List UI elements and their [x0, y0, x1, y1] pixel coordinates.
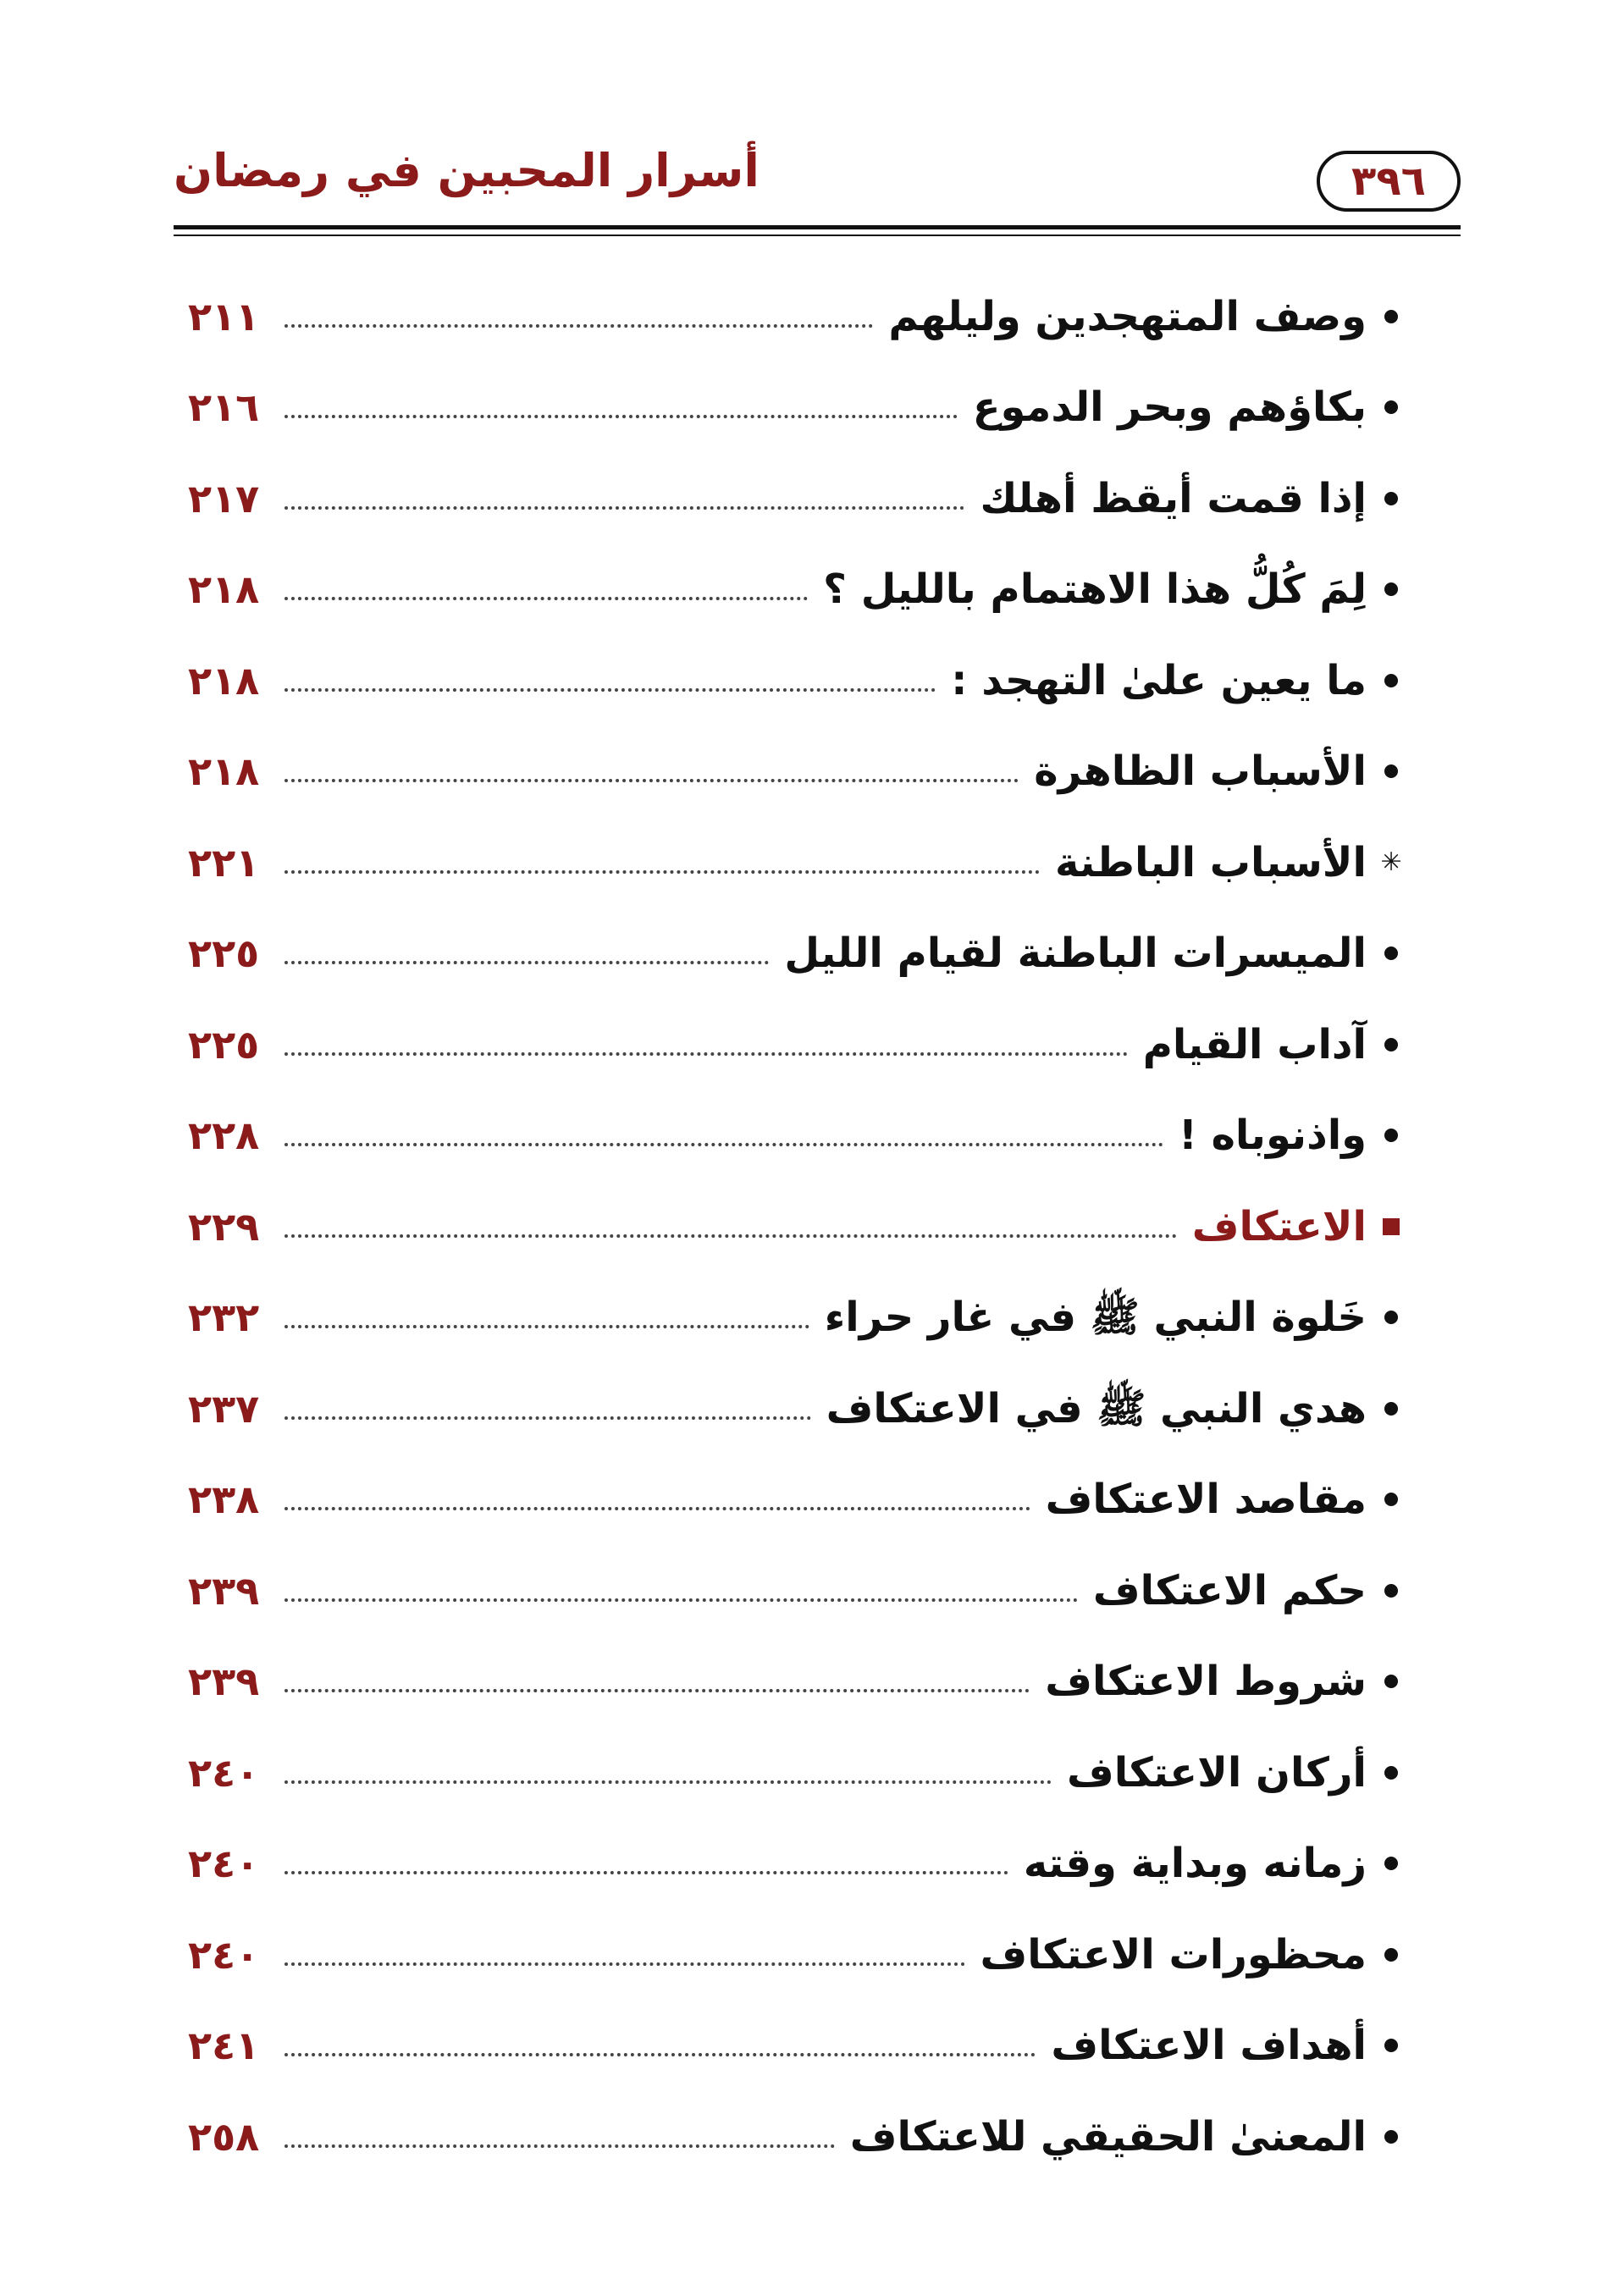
dot-bullet-shape	[1384, 1675, 1398, 1688]
page-number-badge	[1317, 151, 1461, 212]
toc-entry[interactable]	[188, 908, 1407, 1000]
dot-bullet-shape	[1384, 1584, 1398, 1598]
toc-entry-page: ٢٢٥	[188, 930, 260, 977]
dot-leader	[284, 324, 873, 328]
header-rule-thin	[174, 235, 1461, 236]
toc-entry-page: ٢٢٨	[188, 1112, 260, 1159]
asterisk-glyph: ✳	[1380, 847, 1402, 877]
dot-leader	[284, 2053, 1036, 2056]
book-title: أسرار المحبين في رمضان	[174, 144, 760, 197]
toc-entry[interactable]	[188, 453, 1407, 544]
toc-entry[interactable]	[188, 271, 1407, 362]
toc-entry[interactable]	[188, 1363, 1407, 1454]
toc-entry-page: ٢٤٠	[188, 1841, 260, 1887]
dot-bullet-shape	[1384, 1857, 1398, 1870]
square-bullet-shape	[1383, 1218, 1400, 1235]
dot-bullet-shape	[1384, 1948, 1398, 1962]
toc-entry-page: ٢٤١	[188, 2023, 260, 2069]
dot-bullet-icon	[1375, 2039, 1407, 2052]
toc-entry-title: زمانه وبداية وقته	[1023, 1840, 1367, 1888]
dot-bullet-shape	[1384, 1038, 1398, 1051]
toc-entry[interactable]	[188, 1272, 1407, 1364]
dot-leader	[284, 1689, 1030, 1692]
toc-entry-title: آداب القيام	[1142, 1020, 1367, 1068]
dot-bullet-icon	[1375, 1948, 1407, 1962]
toc-entry-title: مقاصد الاعتكاف	[1045, 1476, 1367, 1524]
toc-entry-page: ٢٢٥	[188, 1021, 260, 1068]
toc-entry-page: ٢٥٨	[188, 2113, 260, 2160]
toc-entry-title: ما يعين علىٰ التهجد :	[951, 656, 1367, 704]
toc-entry-title: بكاؤهم وبحر الدموع	[972, 384, 1367, 432]
toc-entry-page: ٢٤٠	[188, 1749, 260, 1796]
dot-leader	[284, 688, 936, 692]
toc-entry-title: هدي النبي ﷺ في الاعتكاف	[826, 1384, 1367, 1432]
dot-bullet-shape	[1384, 400, 1398, 414]
toc-entry[interactable]	[188, 1545, 1407, 1636]
dot-bullet-icon	[1375, 1402, 1407, 1416]
toc-entry-title: حكم الاعتكاف	[1092, 1566, 1367, 1614]
dot-bullet-icon	[1375, 582, 1407, 596]
toc-entry-title: شروط الاعتكاف	[1045, 1658, 1367, 1706]
toc-entry-page: ٢١٦	[188, 384, 260, 431]
toc-entry[interactable]	[188, 999, 1407, 1090]
toc-entry-page: ٢٢١	[188, 839, 260, 886]
dot-leader	[284, 961, 769, 964]
dot-leader	[284, 506, 964, 510]
toc-entry-title: أركان الاعتكاف	[1067, 1748, 1367, 1797]
toc-entry-page: ٢٢٩	[188, 1203, 260, 1250]
dot-leader	[284, 2144, 835, 2148]
dot-bullet-icon	[1375, 674, 1407, 687]
toc-entry[interactable]	[188, 726, 1407, 818]
toc-entry[interactable]	[188, 817, 1407, 908]
toc-entry-title: لِمَ كُلُّ هذا الاهتمام بالليل ؟	[823, 566, 1367, 614]
dot-bullet-shape	[1384, 310, 1398, 323]
toc-entry-title: إذا قمت أيقظ أهلك	[980, 474, 1367, 522]
asterisk-bullet-icon	[1375, 847, 1407, 877]
dot-leader	[284, 1325, 809, 1328]
dot-bullet-shape	[1384, 947, 1398, 960]
dot-bullet-icon	[1375, 1675, 1407, 1688]
dot-leader	[284, 415, 958, 418]
toc-entry-title: وصف المتهجدين وليلهم	[888, 292, 1367, 340]
dot-leader	[284, 1780, 1052, 1784]
dot-bullet-shape	[1384, 1402, 1398, 1416]
dot-leader	[284, 597, 808, 600]
dot-bullet-icon	[1375, 1584, 1407, 1598]
dot-bullet-shape	[1384, 1311, 1398, 1324]
dot-bullet-shape	[1384, 582, 1398, 596]
square-bullet-icon	[1375, 1218, 1407, 1235]
toc-entry[interactable]	[188, 1181, 1407, 1272]
toc-entry-page: ٢٤٠	[188, 1931, 260, 1978]
toc-entry-page: ٢١٨	[188, 748, 260, 795]
dot-bullet-shape	[1384, 674, 1398, 687]
dot-bullet-icon	[1375, 2130, 1407, 2144]
toc-entry[interactable]	[188, 635, 1407, 726]
toc-entry-page: ٢٣٧	[188, 1385, 260, 1432]
dot-leader	[284, 1962, 965, 1966]
toc-entry[interactable]	[188, 1636, 1407, 1728]
toc-entry-title: المعنىٰ الحقيقي للاعتكاف	[849, 2112, 1367, 2161]
dot-bullet-shape	[1384, 1129, 1398, 1142]
toc-entry-title: الاعتكاف	[1191, 1202, 1367, 1250]
dot-leader	[284, 1052, 1128, 1056]
toc-entry-page: ٢٣٢	[188, 1294, 260, 1341]
dot-bullet-shape	[1384, 2039, 1398, 2052]
dot-bullet-shape	[1384, 2130, 1398, 2144]
dot-bullet-icon	[1375, 1311, 1407, 1324]
toc-entry-page: ٢١٧	[188, 475, 260, 522]
page-number: ٣٩٦	[1351, 157, 1426, 205]
dot-bullet-icon	[1375, 1038, 1407, 1051]
dot-leader	[284, 1143, 1163, 1146]
dot-bullet-icon	[1375, 764, 1407, 778]
toc-entry[interactable]	[188, 1909, 1407, 2001]
toc-entry-page: ٢١٨	[188, 657, 260, 704]
dot-bullet-icon	[1375, 947, 1407, 960]
dot-bullet-icon	[1375, 400, 1407, 414]
dot-bullet-shape	[1384, 1493, 1398, 1506]
table-of-contents	[188, 271, 1407, 2183]
toc-entry-title: أهداف الاعتكاف	[1051, 2022, 1367, 2070]
toc-entry[interactable]	[188, 1727, 1407, 1819]
dot-bullet-icon	[1375, 1857, 1407, 1870]
dot-bullet-shape	[1384, 764, 1398, 778]
toc-entry-title: محظورات الاعتكاف	[980, 1930, 1367, 1979]
dot-bullet-icon	[1375, 1766, 1407, 1780]
dot-leader	[284, 1871, 1008, 1874]
toc-entry-title: الأسباب الباطنة	[1055, 838, 1367, 886]
toc-entry-title: الميسرات الباطنة لقيام الليل	[784, 930, 1367, 978]
toc-entry[interactable]	[188, 1454, 1407, 1546]
header-rule-thick	[174, 225, 1461, 229]
toc-entry-page: ٢١١	[188, 293, 260, 339]
dot-leader	[284, 1507, 1030, 1510]
toc-entry-page: ٢٣٩	[188, 1659, 260, 1705]
dot-leader	[284, 779, 1019, 782]
toc-entry-title: الأسباب الظاهرة	[1034, 748, 1367, 796]
toc-entry-page: ٢٣٨	[188, 1476, 260, 1523]
toc-entry[interactable]	[188, 2091, 1407, 2183]
toc-entry[interactable]	[188, 1090, 1407, 1182]
toc-entry[interactable]	[188, 362, 1407, 454]
dot-leader	[284, 1598, 1078, 1602]
toc-entry[interactable]	[188, 1819, 1407, 1910]
dot-bullet-icon	[1375, 1129, 1407, 1142]
toc-entry[interactable]	[188, 2001, 1407, 2092]
dot-bullet-icon	[1375, 492, 1407, 505]
toc-entry-page: ٢٣٩	[188, 1567, 260, 1614]
toc-entry-title: واذنوباه !	[1178, 1112, 1367, 1160]
dot-bullet-icon	[1375, 1493, 1407, 1506]
toc-entry-page: ٢١٨	[188, 566, 260, 613]
page-header	[174, 135, 1461, 229]
dot-bullet-icon	[1375, 310, 1407, 323]
toc-entry-title: خَلوة النبي ﷺ في غار حراء	[824, 1294, 1367, 1342]
dot-leader	[284, 1234, 1177, 1238]
dot-bullet-shape	[1384, 1766, 1398, 1780]
dot-bullet-shape	[1384, 492, 1398, 505]
toc-entry[interactable]	[188, 544, 1407, 636]
dot-leader	[284, 1416, 811, 1420]
dot-leader	[284, 870, 1040, 874]
